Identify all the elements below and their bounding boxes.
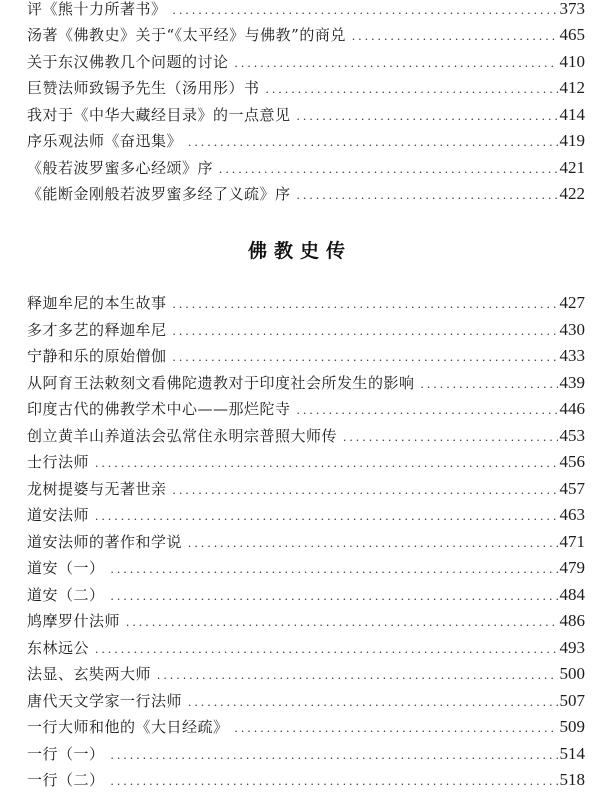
toc-entry-title: 法显、玄奘两大师	[27, 665, 152, 683]
dot-leader	[235, 50, 558, 76]
section-heading: 佛教史传	[247, 240, 352, 262]
toc-entry[interactable]	[27, 0, 585, 22]
toc-entry[interactable]	[27, 608, 585, 635]
toc-entry-title: 《般若波罗蜜多心经颂》序	[27, 158, 214, 177]
toc-entry[interactable]	[27, 635, 585, 662]
toc-entry-page: 486	[559, 611, 585, 630]
toc-entry[interactable]	[27, 582, 585, 609]
toc-entry-title: 释迦牟尼的本生故事	[27, 294, 167, 312]
toc-entry-page: 373	[559, 0, 585, 18]
toc-entry-title: 一行大师和他的《大日经疏》	[27, 718, 229, 736]
toc-entry-title: 创立黄羊山养道法会弘常住永明宗普照大师传	[27, 426, 338, 445]
toc-entry[interactable]	[27, 688, 585, 715]
toc-entry-page: 439	[559, 372, 585, 392]
dot-leader	[111, 583, 558, 610]
toc-entry-title: 印度古代的佛教学术中心——那烂陀寺	[27, 400, 291, 418]
toc-entry[interactable]	[27, 714, 585, 741]
toc-entry[interactable]	[27, 155, 585, 181]
dot-leader	[297, 103, 558, 129]
toc-entry-title: 士行法师	[27, 453, 90, 471]
toc-entry-page: 430	[559, 319, 585, 339]
toc-entry[interactable]	[27, 476, 585, 503]
toc-entry-title: 道安（二）	[27, 585, 105, 604]
toc-entry[interactable]	[27, 396, 585, 423]
dot-leader	[173, 477, 558, 504]
toc-entry-title: 一行（一）	[27, 744, 105, 763]
dot-leader	[421, 371, 558, 398]
dot-leader	[343, 424, 557, 451]
dot-leader	[95, 636, 557, 663]
toc-entry[interactable]	[27, 128, 585, 154]
dot-leader	[173, 318, 558, 345]
toc-entry[interactable]	[27, 343, 585, 370]
toc-list-section	[27, 290, 585, 794]
toc-entry-page: 471	[559, 531, 585, 551]
toc-entry-page: 518	[559, 770, 585, 789]
dot-leader	[95, 450, 557, 477]
dot-leader	[188, 530, 557, 557]
toc-entry[interactable]	[27, 290, 585, 317]
toc-entry-title: 多才多艺的释迦牟尼	[27, 320, 167, 339]
toc-entry-title: 序乐观法师《奋迅集》	[27, 132, 183, 151]
toc-entry-title: 东林远公	[27, 638, 90, 657]
toc-entry-title: 宁静和乐的原始僧伽	[27, 347, 167, 365]
toc-entry-title: 一行（二）	[27, 771, 105, 789]
toc-list-previous-section	[27, 0, 585, 208]
toc-entry[interactable]	[27, 423, 585, 450]
dot-leader	[157, 662, 557, 689]
toc-entry[interactable]	[27, 317, 585, 344]
dot-leader	[188, 129, 557, 155]
toc-entry-page: 414	[559, 104, 585, 124]
dot-leader	[297, 397, 558, 424]
toc-entry-page: 457	[559, 478, 585, 498]
toc-entry-page: 507	[559, 690, 585, 710]
toc-entry[interactable]	[27, 661, 585, 688]
toc-entry[interactable]	[27, 767, 585, 794]
dot-leader	[173, 291, 558, 318]
toc-entry[interactable]	[27, 502, 585, 529]
toc-entry-page: 500	[559, 664, 585, 683]
toc-entry[interactable]	[27, 555, 585, 582]
dot-leader	[111, 742, 558, 769]
dot-leader	[173, 344, 558, 371]
toc-entry-page: 479	[559, 558, 585, 577]
toc-entry[interactable]	[27, 22, 585, 48]
dot-leader	[297, 182, 558, 208]
toc-entry-title: 巨赞法师致锡予先生（汤用彤）书	[27, 79, 260, 98]
toc-entry[interactable]	[27, 449, 585, 476]
dot-leader	[111, 556, 558, 583]
toc-entry-title: 评《熊十力所著书》	[27, 0, 167, 18]
toc-entry[interactable]	[27, 181, 585, 207]
toc-entry-page: 463	[559, 505, 585, 524]
toc-entry-title: 唐代天文学家一行法师	[27, 691, 183, 710]
toc-entry[interactable]	[27, 102, 585, 128]
toc-entry-page: 433	[559, 346, 585, 365]
toc-entry[interactable]	[27, 49, 585, 75]
toc-entry-title: 鸠摩罗什法师	[27, 612, 121, 630]
toc-entry-page: 465	[559, 25, 585, 45]
toc-entry-title: 我对于《中华大藏经目录》的一点意见	[27, 105, 291, 124]
toc-entry-title: 从阿育王法敕刻文看佛陀遗教对于印度社会所发生的影响	[27, 373, 415, 392]
dot-leader	[352, 23, 558, 49]
toc-entry[interactable]	[27, 75, 585, 101]
dot-leader	[95, 503, 557, 530]
toc-entry-page: 484	[559, 584, 585, 604]
toc-entry-page: 422	[559, 184, 585, 204]
dot-leader	[235, 715, 558, 742]
toc-entry-page: 419	[559, 131, 585, 151]
toc-entry-title: 汤著《佛教史》关于“《太平经》与佛教”的商兑	[27, 26, 346, 45]
toc-entry-page: 456	[559, 452, 585, 471]
dot-leader	[111, 768, 558, 795]
toc-entry-page: 493	[559, 637, 585, 657]
toc-entry-page: 410	[559, 51, 585, 71]
toc-entry-title: 道安法师的著作和学说	[27, 532, 183, 551]
dot-leader	[188, 689, 557, 716]
toc-entry-page: 412	[559, 78, 585, 98]
toc-entry-title: 龙树提婆与无著世亲	[27, 479, 167, 498]
dot-leader	[173, 0, 558, 23]
toc-entry-page: 427	[559, 293, 585, 312]
toc-entry[interactable]	[27, 370, 585, 397]
toc-entry-page: 421	[559, 157, 585, 177]
toc-entry[interactable]	[27, 529, 585, 556]
toc-entry-page: 509	[559, 717, 585, 736]
dot-leader	[266, 76, 558, 102]
toc-entry-title: 道安法师	[27, 506, 90, 524]
toc-entry-title: 关于东汉佛教几个问题的讨论	[27, 52, 229, 71]
dot-leader	[219, 156, 557, 182]
toc-entry-title: 道安（一）	[27, 559, 105, 577]
toc-entry-page: 446	[559, 399, 585, 418]
dot-leader	[126, 609, 557, 636]
toc-entry-page: 514	[559, 743, 585, 763]
toc-entry[interactable]	[27, 741, 585, 768]
toc-entry-title: 《能断金刚般若波罗蜜多经了义疏》序	[27, 185, 291, 204]
toc-entry-page: 453	[559, 425, 585, 445]
